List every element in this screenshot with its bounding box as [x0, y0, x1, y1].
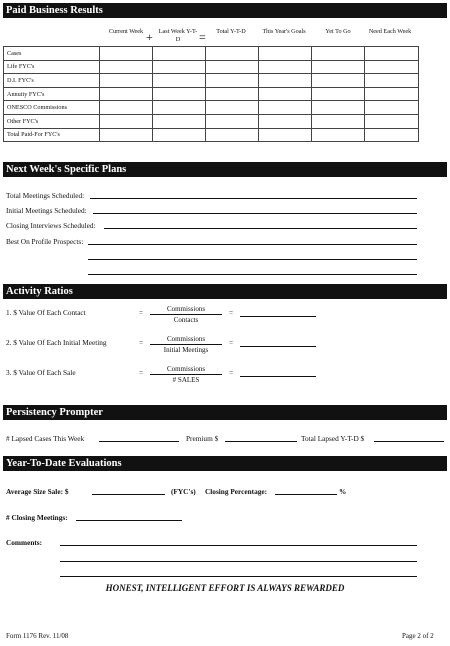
row-label-di-fyc: D.I. FYC's — [4, 74, 100, 88]
cell-input[interactable] — [153, 114, 206, 128]
comments-label: Comments: — [6, 538, 43, 547]
lapsed-cases-field[interactable] — [99, 441, 179, 442]
row-label-onesco-commissions: ONESCO Commissions — [4, 101, 100, 115]
cell-input[interactable] — [259, 114, 312, 128]
cell-input[interactable] — [312, 87, 365, 101]
ratio-contact-fraction — [150, 305, 222, 325]
form-number: Form 1176 Rev. 11/08 — [6, 632, 69, 640]
ratio-contact-result-field[interactable] — [240, 316, 316, 317]
cell-input[interactable] — [312, 128, 365, 142]
cell-input[interactable] — [312, 114, 365, 128]
ratio-initial-equals-1: = — [139, 338, 144, 347]
page-number: Page 2 of 2 — [402, 632, 434, 640]
closing-meetings-field[interactable] — [76, 520, 182, 521]
best-prospects-field-3[interactable] — [88, 274, 417, 275]
closing-meetings-label: # Closing Meetings: — [6, 513, 68, 522]
cell-input[interactable] — [153, 60, 206, 74]
activity-ratios-header: Activity Ratios — [3, 284, 447, 299]
cell-input[interactable] — [153, 47, 206, 61]
cell-input[interactable] — [206, 87, 259, 101]
cell-input[interactable] — [365, 60, 419, 74]
cell-input[interactable] — [100, 114, 153, 128]
cell-input[interactable] — [312, 47, 365, 61]
cell-input[interactable] — [153, 74, 206, 88]
total-lapsed-ytd-label: Total Lapsed Y-T-D $ — [301, 434, 365, 443]
total-meetings-label: Total Meetings Scheduled: — [6, 191, 85, 200]
cell-input[interactable] — [365, 74, 419, 88]
table-row — [4, 60, 419, 74]
cell-input[interactable] — [259, 74, 312, 88]
cell-input[interactable] — [206, 74, 259, 88]
cell-input[interactable] — [153, 128, 206, 142]
table-row — [4, 74, 419, 88]
col-header-total-ytd: Total Y-T-D — [216, 28, 246, 35]
table-row — [4, 128, 419, 142]
fyc-label: (FYC's) — [171, 487, 196, 496]
paid-business-table — [3, 46, 419, 142]
best-prospects-label: Best On Profile Prospects: — [6, 237, 84, 246]
ratio-contact-equals-1: = — [139, 308, 144, 317]
fraction-denominator: # SALES — [172, 376, 200, 384]
row-label-life-fyc: Life FYC's — [4, 60, 100, 74]
table-row — [4, 87, 419, 101]
cell-input[interactable] — [100, 87, 153, 101]
col-header-yet-to-go: Yet To Go — [325, 28, 351, 35]
table-row — [4, 47, 419, 61]
closing-interviews-field[interactable] — [104, 228, 417, 229]
cell-input[interactable] — [100, 128, 153, 142]
cell-input[interactable] — [206, 114, 259, 128]
ratio-initial-meeting-label: 2. $ Value Of Each Initial Meeting — [6, 338, 107, 347]
ratio-contact-equals-2: = — [229, 308, 234, 317]
avg-size-sale-field[interactable] — [92, 494, 165, 495]
percent-sign: % — [339, 487, 347, 496]
comments-field-2[interactable] — [60, 561, 417, 562]
avg-size-sale-label: Average Size Sale: $ — [6, 487, 69, 496]
fraction-numerator: Commissions — [150, 335, 222, 345]
col-header-goals: This Year's Goals — [262, 28, 306, 35]
closing-percentage-label: Closing Percentage: — [205, 487, 268, 496]
comments-field-3[interactable] — [60, 576, 417, 577]
col-header-need-each-week: Need Each Week — [368, 28, 412, 35]
best-prospects-field-1[interactable] — [88, 244, 417, 245]
ratio-contact-label: 1. $ Value Of Each Contact — [6, 308, 86, 317]
initial-meetings-label: Initial Meetings Scheduled: — [6, 206, 87, 215]
cell-input[interactable] — [312, 101, 365, 115]
cell-input[interactable] — [206, 47, 259, 61]
ratio-sale-label: 3. $ Value Of Each Sale — [6, 368, 76, 377]
plus-sign: + — [146, 30, 153, 44]
closing-percentage-field[interactable] — [275, 494, 337, 495]
cell-input[interactable] — [100, 101, 153, 115]
cell-input[interactable] — [100, 47, 153, 61]
cell-input[interactable] — [365, 87, 419, 101]
col-header-current-week: Current Week — [108, 28, 144, 35]
cell-input[interactable] — [206, 101, 259, 115]
ratio-sale-result-field[interactable] — [240, 376, 316, 377]
cell-input[interactable] — [365, 128, 419, 142]
initial-meetings-field[interactable] — [93, 213, 417, 214]
premium-label: Premium $ — [186, 434, 219, 443]
fraction-denominator: Initial Meetings — [163, 346, 209, 354]
lapsed-cases-label: # Lapsed Cases This Week — [6, 434, 85, 443]
ratio-sale-fraction — [150, 365, 222, 385]
fraction-numerator: Commissions — [150, 365, 222, 375]
col-header-last-week-ytd: Last Week Y-T-D — [158, 28, 198, 43]
closing-interviews-label: Closing Interviews Scheduled: — [6, 221, 96, 230]
total-lapsed-ytd-field[interactable] — [374, 441, 444, 442]
row-label-cases: Cases — [4, 47, 100, 61]
ratio-initial-equals-2: = — [229, 338, 234, 347]
row-label-annuity-fyc: Annuity FYC's — [4, 87, 100, 101]
cell-input[interactable] — [100, 74, 153, 88]
cell-input[interactable] — [259, 87, 312, 101]
ratio-initial-result-field[interactable] — [240, 346, 316, 347]
cell-input[interactable] — [312, 60, 365, 74]
ratio-initial-fraction — [150, 335, 222, 355]
fraction-numerator: Commissions — [150, 305, 222, 315]
motto: HONEST, INTELLIGENT EFFORT IS ALWAYS REWARDED — [105, 583, 345, 593]
cell-input[interactable] — [153, 87, 206, 101]
premium-field[interactable] — [225, 441, 297, 442]
ratio-sale-equals-2: = — [229, 368, 234, 377]
ytd-evaluations-header: Year-To-Date Evaluations — [3, 456, 447, 471]
persistency-prompter-header: Persistency Prompter — [3, 405, 447, 420]
row-label-total-paid-fyc: Total Paid-For FYC's — [4, 128, 100, 142]
equals-sign: = — [199, 30, 206, 44]
cell-input[interactable] — [259, 101, 312, 115]
comments-field-1[interactable] — [60, 545, 417, 546]
ratio-sale-equals-1: = — [139, 368, 144, 377]
cell-input[interactable] — [365, 101, 419, 115]
table-row — [4, 114, 419, 128]
cell-input[interactable] — [365, 47, 419, 61]
cell-input[interactable] — [206, 60, 259, 74]
cell-input[interactable] — [259, 60, 312, 74]
paid-business-results-header: Paid Business Results — [3, 3, 447, 18]
total-meetings-field[interactable] — [90, 198, 417, 199]
table-row — [4, 101, 419, 115]
cell-input[interactable] — [259, 47, 312, 61]
cell-input[interactable] — [153, 101, 206, 115]
cell-input[interactable] — [312, 74, 365, 88]
cell-input[interactable] — [206, 128, 259, 142]
fraction-denominator: Contacts — [173, 316, 199, 324]
best-prospects-field-2[interactable] — [88, 259, 417, 260]
cell-input[interactable] — [365, 114, 419, 128]
cell-input[interactable] — [259, 128, 312, 142]
row-label-other-fyc: Other FYC's — [4, 114, 100, 128]
cell-input[interactable] — [100, 60, 153, 74]
next-week-plans-header: Next Week's Specific Plans — [3, 162, 447, 177]
